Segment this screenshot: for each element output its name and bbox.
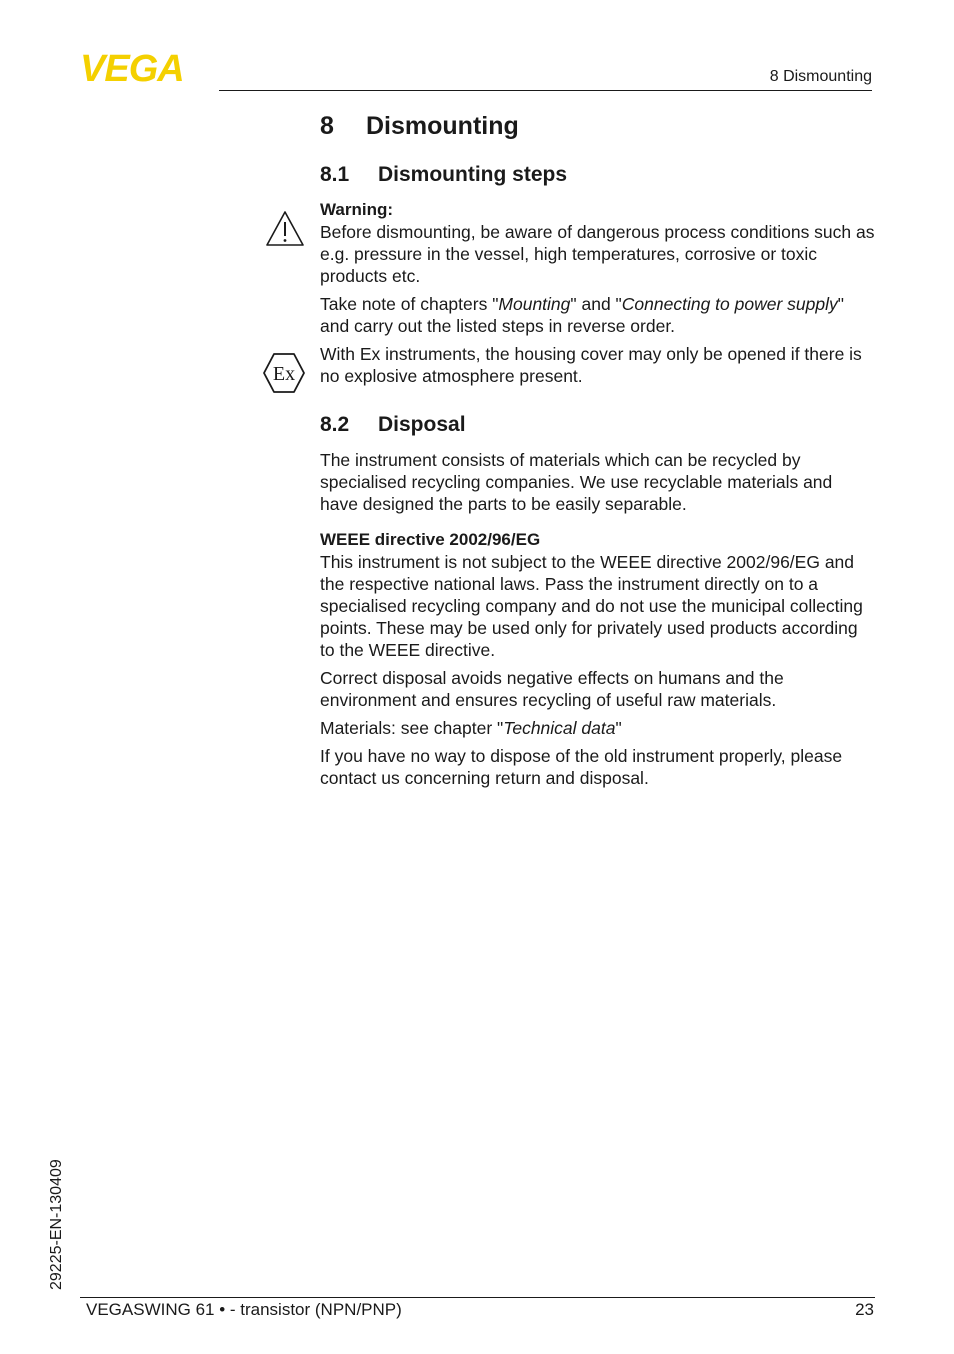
footer-rule [80, 1297, 875, 1298]
connecting-link: Connecting to power supply [621, 294, 838, 314]
chapter-note: Take note of chapters "Mounting" and "Connecting to power supply" and carry out the listed steps in reverse order. [320, 294, 844, 336]
section-number: 8.2 [320, 413, 350, 436]
ex-hexagon-icon [262, 352, 306, 394]
footer-product: VEGASWING 61 • - transistor (NPN/PNP) [86, 1300, 402, 1319]
warning-label: Warning: [320, 200, 394, 219]
contact-text: If you have no way to dispose of the old instrument properly, please contact us concerning return and disposal. [320, 746, 843, 788]
section-heading-disposal [320, 413, 875, 437]
ex-instruments-text: With Ex instruments, the housing cover may only be opened if there is no explosive atmosphere present. [320, 344, 862, 386]
materials-text: Materials: see chapter "Technical data" [320, 718, 622, 738]
vega-logo [80, 50, 212, 84]
main-content [320, 112, 875, 795]
weee-label: WEEE directive 2002/96/EG [320, 530, 541, 549]
header-rule [219, 90, 872, 91]
weee-text: This instrument is not subject to the WEEE directive 2002/96/EG and the respective national laws. Pass the instrument directly on to a specialised recycling company and do not use the municipal collecting points. These may be used only for privately used products according to the WEEE directive. [320, 552, 863, 660]
chapter-number: 8 [320, 112, 334, 140]
page-number: 23 [855, 1300, 874, 1319]
document-id: 29225-EN-130409 [48, 1159, 65, 1290]
correct-disposal-text: Correct disposal avoids negative effects on humans and the environment and ensures recycling of useful raw materials. [320, 668, 784, 710]
technical-data-link: Technical data [503, 718, 616, 738]
warning-icon [265, 210, 305, 248]
warning-text: Before dismounting, be aware of dangerous process conditions such as e.g. pressure in the vessel, high temperatures, corrosive or toxic products etc. [320, 222, 875, 286]
chapter-title: Dismounting [366, 112, 519, 140]
section-number: 8.1 [320, 163, 350, 186]
section-title: Disposal [378, 413, 466, 436]
chapter-heading [320, 112, 875, 141]
header-section-title: 8 Dismounting [769, 68, 872, 85]
disposal-intro: The instrument consists of materials which can be recycled by specialised recycling companies. We use recyclable materials and have designed the parts to be easily separable. [320, 450, 833, 514]
logo-text: VEGA [80, 50, 184, 84]
svg-text:Ex: Ex [272, 363, 296, 385]
section-heading-dismounting-steps [320, 163, 875, 187]
section-title: Dismounting steps [378, 163, 568, 186]
mounting-link: Mounting [498, 294, 571, 314]
